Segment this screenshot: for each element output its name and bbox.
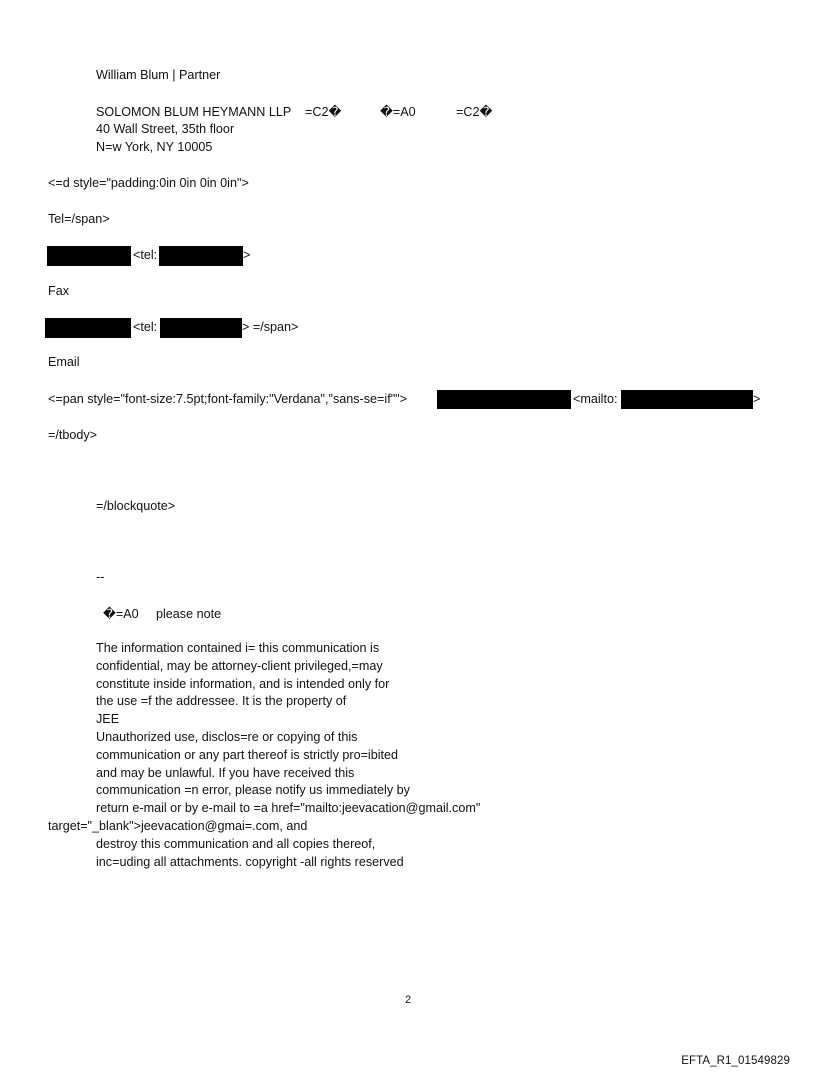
mailto-close-fragment: > [753,392,761,406]
notice-line: JEE [96,712,120,727]
signature-name-title: William Blum | Partner [96,68,221,82]
redaction-box [47,246,131,266]
fax-close-fragment: > =/span> [242,320,299,334]
notice-line: confidential, may be attorney-client privileged,=may [96,658,383,673]
fax-label: Fax [48,284,69,298]
tel-label: Tel=/span> [48,212,110,226]
firm-code-3: =C2� [456,105,493,119]
tel-close-fragment: > [243,248,251,262]
redaction-box [621,390,753,409]
redaction-box [159,246,243,266]
notice-line: inc=uding all attachments. copyright -all rights reserved [96,854,404,869]
notice-line: constitute inside information, and is intended only for [96,676,390,691]
firm-code-2: �=A0 [380,105,416,119]
email-label: Email [48,355,80,369]
blockquote-close-fragment: =/blockquote> [96,499,176,513]
notice-line: target="_blank">jeevacation@gmai=.com, and [48,818,308,833]
signature-firm: SOLOMON BLUM HEYMANN LLP [96,105,292,119]
notice-line: and may be unlawful. If you have received this [96,765,355,780]
td-style-fragment: <=d style="padding:0in 0in 0in 0in"> [48,176,249,190]
tel-open-fragment: <tel: [133,248,158,262]
page-number: 2 [404,994,412,1006]
notice-line: communication or any part thereof is strictly pro=ibited [96,747,399,762]
notice-line: return e-mail or by e-mail to =a href="mailto:jeevacation@gmail.com" [96,801,481,816]
mailto-open-fragment: <mailto: [573,392,618,406]
bates-number: EFTA_R1_01549829 [681,1055,790,1067]
redaction-box [45,318,131,338]
notice-line: communication =n error, please notify us immediately by [96,783,410,798]
email-span-fragment: <=pan style="font-size:7.5pt;font-family:"Verdana","sans-se=if""> [48,392,408,406]
redaction-box [437,390,571,409]
notice-heading-text: please note [156,607,222,621]
signature-address-1: 40 Wall Street, 35th floor [96,122,235,136]
notice-heading-code: �=A0 [103,607,139,621]
signature-address-2: N=w York, NY 10005 [96,140,213,154]
firm-code-1: =C2� [305,105,342,119]
confidentiality-notice [48,640,556,871]
notice-line: destroy this communication and all copies thereof, [96,836,376,851]
signature-dashes: -- [96,570,105,584]
notice-line: The information contained i= this communication is [96,641,380,655]
fax-tel-open-fragment: <tel: [133,320,158,334]
notice-line: Unauthorized use, disclos=re or copying of this [96,729,358,744]
tbody-close-fragment: =/tbody> [48,428,98,442]
redaction-box [160,318,242,338]
notice-line: the use =f the addressee. It is the property of [96,694,347,709]
